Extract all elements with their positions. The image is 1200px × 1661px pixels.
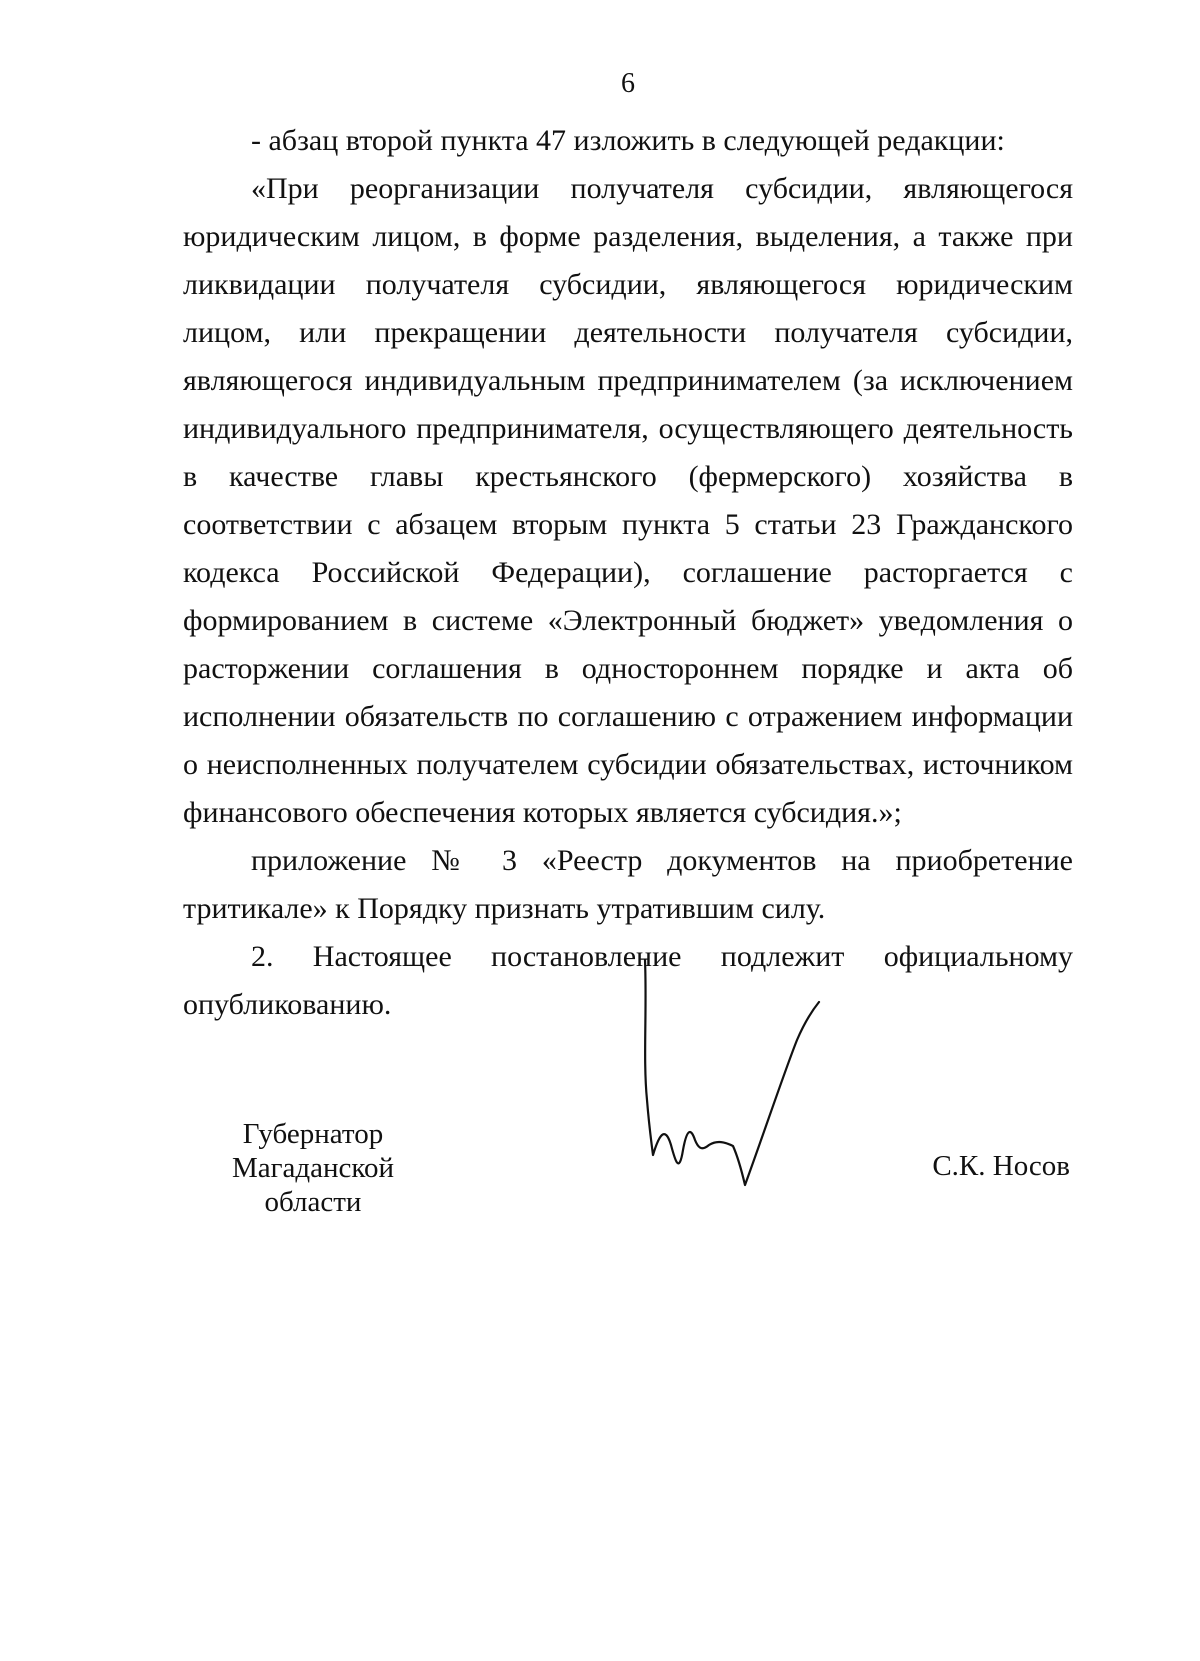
signatory-title-line1: Губернатор <box>242 1118 384 1150</box>
signatory-title-line2: Магаданской области <box>231 1152 395 1218</box>
amendment-lead-line: - абзац второй пункта 47 изложить в следующей редакции: <box>251 124 1005 157</box>
paragraph-quoted-amendment: «При реорганизации получателя субсидии, являющегося юридическим лицом, в форме разделения, выделения, а также при ликвидации получателя субсидии, являющегося юридическим лицом, или прекращении деятельности получателя субсидии, являющегося индивидуальным предпринимателем (за исключением индивидуального предпринимателя, осуществляющего деятельность в качестве главы крестьянского (фермерского) хозяйства в соответствии с абзацем вторым пункта 5 статьи 23 Гражданского кодекса Российской Федерации), соглашение расторгается с формированием в системе «Электронный бюджет» уведомления о расторжении соглашения в одностороннем порядке и акта об исполнении обязательств по соглашению с отражением информации о неисполненных получателем субсидии обязательствах, источником финансового обеспечения которых является субсидия.»; <box>183 172 1073 829</box>
signatory-title <box>183 1117 443 1219</box>
handwritten-signature <box>625 950 865 1200</box>
paragraph-annex-repeal: приложение № 3 «Реестр документов на приобретение тритикале» к Порядку признать утратившим силу. <box>183 844 1073 925</box>
signatory-name: С.К. Носов <box>932 1150 1070 1182</box>
paragraph-publication: 2. Настоящее постановление подлежит официальному опубликованию. <box>183 940 1073 1021</box>
page-number: 6 <box>621 68 635 99</box>
document-body <box>183 165 1073 1029</box>
